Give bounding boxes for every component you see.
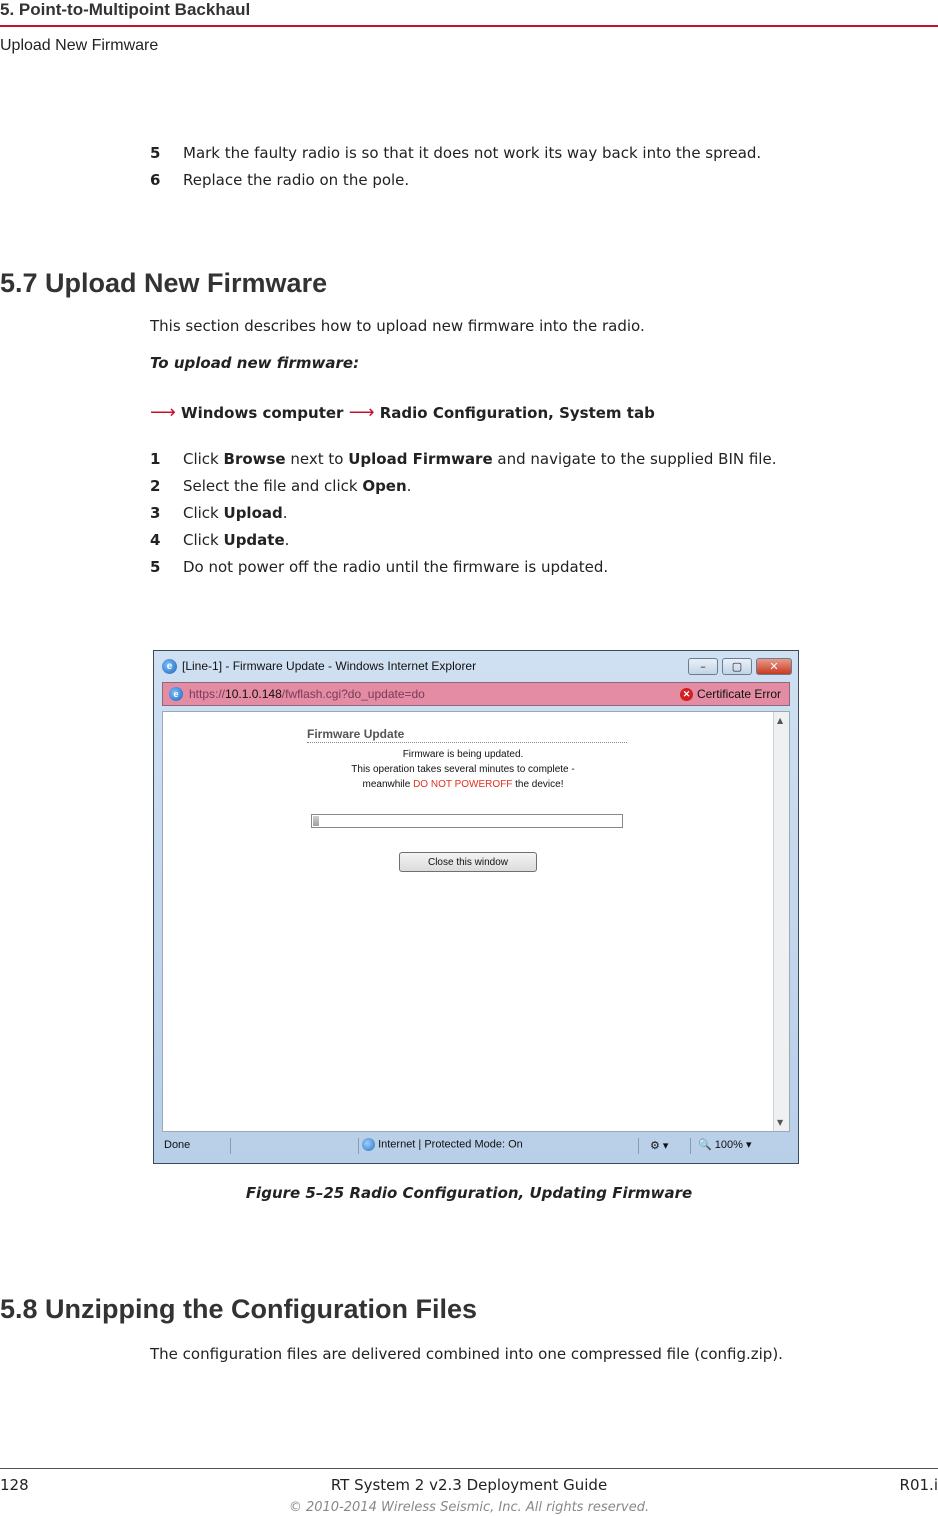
status-done: Done xyxy=(164,1139,191,1151)
url-host: 10.1.0.148 xyxy=(225,687,282,701)
chapter-title: 5. Point-to-Multipoint Backhaul xyxy=(0,0,251,19)
section-heading: 5.7 Upload New Firmware xyxy=(0,268,328,298)
close-button[interactable]: ✕ xyxy=(756,658,792,675)
step-keyword: Open xyxy=(362,477,407,495)
url-path: /fwflash.cgi?do_update=do xyxy=(281,687,425,701)
address-bar[interactable] xyxy=(162,682,790,706)
security-icon[interactable]: ⚙ ▾ xyxy=(650,1140,669,1152)
step-text: next to xyxy=(285,450,349,468)
close-window-button[interactable]: Close this window xyxy=(399,852,537,872)
section-heading: 5.8 Unzipping the Configuration Files xyxy=(0,1294,477,1324)
step-text: Mark the faulty radio is so that it does not work its way back into the spread. xyxy=(183,144,762,162)
step-text: Click xyxy=(183,504,224,522)
step-number: 2 xyxy=(150,477,161,495)
window-title: [Line-1] - Firmware Update - Windows Internet Explorer xyxy=(182,659,477,673)
step-text: Click xyxy=(183,450,224,468)
header-rule xyxy=(0,25,938,27)
globe-icon xyxy=(362,1138,375,1151)
browser-window-screenshot xyxy=(153,650,799,1164)
title-rule xyxy=(307,742,627,744)
footer-rule xyxy=(0,1468,938,1469)
step-number: 5 xyxy=(150,144,161,162)
page-icon: e xyxy=(169,687,183,701)
step-number: 1 xyxy=(150,450,161,468)
step-item xyxy=(150,504,288,522)
status-bar xyxy=(162,1136,790,1156)
section-intro: This section describes how to upload new firmware into the radio. xyxy=(150,317,645,335)
warning-line xyxy=(263,779,663,790)
progress-bar xyxy=(311,814,623,828)
step-item xyxy=(150,144,761,162)
certificate-error-label: Certificate Error xyxy=(696,687,781,701)
copyright: © 2010-2014 Wireless Seismic, Inc. All rights reserved. xyxy=(288,1500,650,1515)
zoom-icon: 🔍 xyxy=(698,1139,712,1151)
warning-text: the device! xyxy=(512,779,564,790)
document-title: RT System 2 v2.3 Deployment Guide xyxy=(330,1476,608,1494)
section-intro: The configuration files are delivered combined into one compressed file (config.zip). xyxy=(150,1345,783,1363)
scroll-down-icon[interactable]: ▼ xyxy=(777,1118,784,1127)
step-item xyxy=(150,558,608,576)
navigation-path xyxy=(150,402,655,423)
arrow-icon: ⟶ xyxy=(150,402,176,423)
status-line: Firmware is being updated. xyxy=(402,749,524,760)
step-text: Click xyxy=(183,531,224,549)
step-keyword: Browse xyxy=(223,450,286,468)
status-divider xyxy=(638,1138,639,1154)
warning-text: meanwhile xyxy=(362,779,414,790)
step-item xyxy=(150,531,289,549)
arrow-icon: ⟶ xyxy=(348,402,375,423)
step-number: 3 xyxy=(150,504,161,522)
procedure-title: To upload new firmware: xyxy=(150,354,360,372)
page-content xyxy=(162,711,790,1132)
window-title-bar xyxy=(162,656,476,676)
zoom-control[interactable]: 🔍 100% ▾ xyxy=(698,1139,752,1151)
path-part: Radio Configuration, System tab xyxy=(379,404,655,422)
zone-label: Internet | Protected Mode: On xyxy=(378,1138,523,1151)
section-subtitle: Upload New Firmware xyxy=(0,37,159,54)
step-number: 6 xyxy=(150,171,161,189)
step-text: and navigate to the supplied BIN file. xyxy=(492,450,777,468)
step-text: . xyxy=(282,504,288,522)
error-icon: ✕ xyxy=(680,688,693,701)
page-number: 128 xyxy=(0,1476,29,1494)
status-line: This operation takes several minutes to complete - xyxy=(351,764,575,775)
step-text: Select the file and click xyxy=(183,477,363,495)
step-text: . xyxy=(406,477,412,495)
warning-emphasis: DO NOT POWEROFF xyxy=(413,779,513,790)
path-part: Windows computer xyxy=(181,404,344,422)
step-keyword: Update xyxy=(223,531,285,549)
step-text: Replace the radio on the pole. xyxy=(183,171,410,189)
maximize-button[interactable]: ▢ xyxy=(722,658,752,675)
step-item xyxy=(150,477,411,495)
step-item xyxy=(150,171,409,189)
status-divider xyxy=(690,1138,691,1154)
url-scheme: https:// xyxy=(189,687,226,701)
ie-icon: e xyxy=(162,659,177,674)
status-divider xyxy=(358,1138,359,1154)
step-item xyxy=(150,450,776,468)
step-number: 4 xyxy=(150,531,161,549)
step-text: Do not power off the radio until the firmware is updated. xyxy=(183,558,609,576)
status-divider xyxy=(230,1138,231,1154)
step-text: . xyxy=(284,531,290,549)
vertical-scrollbar[interactable] xyxy=(773,712,789,1131)
certificate-error[interactable] xyxy=(680,687,781,701)
scroll-up-icon[interactable]: ▲ xyxy=(777,716,784,725)
revision: R01.i xyxy=(899,1476,938,1494)
minimize-button[interactable]: – xyxy=(688,658,718,675)
status-zone[interactable] xyxy=(362,1138,523,1151)
step-number: 5 xyxy=(150,558,161,576)
step-keyword: Upload Firmware xyxy=(348,450,493,468)
firmware-update-title: Firmware Update xyxy=(307,727,405,741)
figure-caption: Figure 5–25 Radio Configuration, Updating Firmware xyxy=(245,1184,693,1202)
zoom-level: 100% xyxy=(714,1139,743,1151)
step-keyword: Upload xyxy=(223,504,283,522)
progress-fill xyxy=(313,816,319,826)
